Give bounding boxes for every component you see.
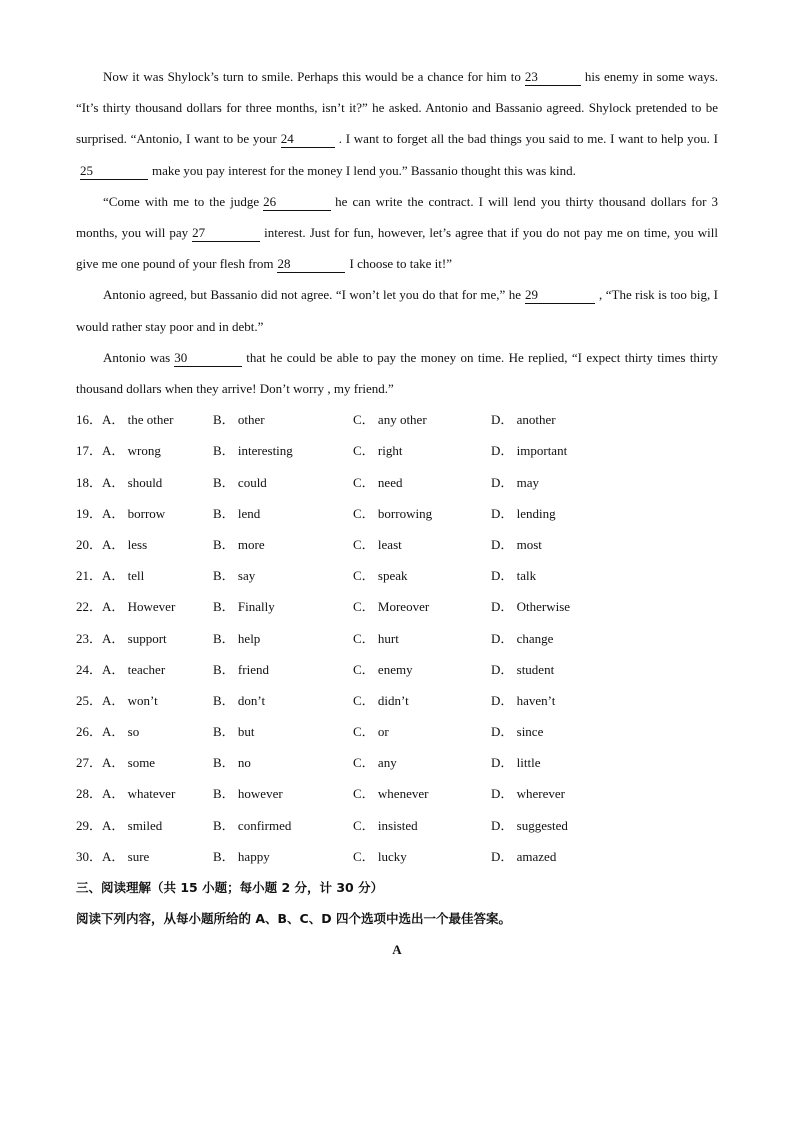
option-b[interactable]: B． Finally	[213, 599, 275, 615]
question-number: 18．	[76, 474, 103, 490]
question-number: 22．	[76, 599, 103, 615]
option-b[interactable]: B． friend	[213, 661, 269, 677]
passage-text: his enemy in some ways. “It’s thirty thousand dollars for three months, isn’t it?” he asked. Antonio and Bassanio agreed. Shylock pretended to be surprised. “Antonio, I want to be your	[76, 69, 719, 147]
option-a[interactable]: A． so	[102, 724, 140, 740]
option-b[interactable]: B． but	[213, 724, 255, 740]
option-c[interactable]: C． right	[353, 443, 403, 459]
option-b[interactable]: B． confirmed	[213, 817, 292, 833]
passage-paragraph-3	[76, 279, 718, 341]
question-number: 19．	[76, 505, 103, 521]
option-a[interactable]: A． support	[102, 630, 167, 646]
option-a[interactable]: A． won’t	[102, 692, 158, 708]
blank-26: 26	[263, 194, 331, 211]
option-d[interactable]: D． talk	[491, 568, 537, 584]
option-b[interactable]: B． lend	[213, 505, 261, 521]
passage-text: Antonio was	[103, 349, 171, 365]
passage-text: . I want to forget all the bad things you said to me. I want to help you. I	[338, 131, 718, 147]
question-number: 26．	[76, 724, 103, 740]
question-row	[76, 560, 718, 591]
option-c[interactable]: C． any	[353, 755, 397, 771]
passage-text: , “The risk is too big, I would rather stay poor and in debt.”	[76, 287, 718, 334]
question-row	[76, 685, 718, 716]
option-c[interactable]: C． enemy	[353, 661, 413, 677]
question-number: 28．	[76, 786, 103, 802]
option-d[interactable]: D． little	[491, 755, 541, 771]
option-c[interactable]: C． borrowing	[353, 505, 433, 521]
question-row	[76, 435, 718, 466]
option-d[interactable]: D． most	[491, 536, 542, 552]
question-row	[76, 498, 718, 529]
option-b[interactable]: B． interesting	[213, 443, 293, 459]
question-number: 24．	[76, 661, 103, 677]
option-d[interactable]: D． important	[491, 443, 568, 459]
blank-25: 25	[80, 163, 148, 180]
blank-28: 28	[277, 256, 345, 273]
passage-text: interest. Just for fun, however, let’s agree that if you do not pay me on time, you will give me one pound of your flesh from	[76, 225, 718, 272]
option-a[interactable]: A． some	[102, 755, 156, 771]
blank-29: 29	[525, 287, 595, 304]
option-b[interactable]: B． don’t	[213, 692, 266, 708]
passage-text: “Come with me to the judge	[103, 193, 260, 209]
question-number: 30．	[76, 848, 103, 864]
option-b[interactable]: B． other	[213, 412, 265, 428]
question-options-list	[76, 404, 718, 872]
question-row	[76, 747, 718, 778]
exam-page	[76, 61, 718, 966]
option-c[interactable]: C． least	[353, 536, 402, 552]
passage-text: make you pay interest for the money I lend you.” Bassanio thought this was kind.	[152, 162, 576, 178]
question-number: 16．	[76, 412, 103, 428]
option-a[interactable]: A． borrow	[102, 505, 166, 521]
option-d[interactable]: D． another	[491, 412, 556, 428]
question-row	[76, 810, 718, 841]
option-c[interactable]: C． whenever	[353, 786, 429, 802]
option-d[interactable]: D． suggested	[491, 817, 568, 833]
option-d[interactable]: D． amazed	[491, 848, 557, 864]
option-d[interactable]: D． lending	[491, 505, 556, 521]
question-row	[76, 529, 718, 560]
question-row	[76, 404, 718, 435]
question-row	[76, 591, 718, 622]
question-number: 21．	[76, 568, 103, 584]
question-row	[76, 841, 718, 872]
question-row	[76, 623, 718, 654]
option-c[interactable]: C． or	[353, 724, 389, 740]
option-d[interactable]: D． haven’t	[491, 692, 556, 708]
option-b[interactable]: B． say	[213, 568, 256, 584]
question-number: 29．	[76, 817, 103, 833]
option-b[interactable]: B． more	[213, 536, 265, 552]
option-a[interactable]: A． tell	[102, 568, 145, 584]
passage-paragraph-4	[76, 342, 718, 404]
question-row	[76, 716, 718, 747]
question-row	[76, 778, 718, 809]
section-heading: 三、阅读理解（共 15 小题；每小题 2 分，计 30 分）	[76, 880, 384, 896]
option-a[interactable]: A． However	[102, 599, 176, 615]
option-a[interactable]: A． teacher	[102, 661, 166, 677]
passage-text: I choose to take it!”	[349, 256, 452, 272]
blank-24: 24	[281, 131, 335, 148]
option-a[interactable]: A． should	[102, 474, 163, 490]
option-b[interactable]: B． could	[213, 474, 267, 490]
option-c[interactable]: C． Moreover	[353, 599, 430, 615]
question-row	[76, 467, 718, 498]
option-a[interactable]: A． sure	[102, 848, 150, 864]
option-c[interactable]: C． need	[353, 474, 403, 490]
question-row	[76, 654, 718, 685]
option-a[interactable]: A． the other	[102, 412, 174, 428]
question-number: 20．	[76, 536, 103, 552]
option-a[interactable]: A． whatever	[102, 786, 176, 802]
passage-text: Antonio agreed, but Bassanio did not agree. “I won’t let you do that for me,” he	[103, 287, 522, 303]
blank-23: 23	[525, 69, 581, 86]
passage-text: he can write the contract. I will lend you thirty thousand dollars for 3 months, you will pay	[76, 193, 718, 241]
option-d[interactable]: D． student	[491, 661, 555, 677]
blank-27: 27	[192, 225, 260, 242]
question-number: 27．	[76, 755, 103, 771]
option-c[interactable]: C． speak	[353, 568, 408, 584]
passage-part-title: A	[392, 942, 402, 958]
question-number: 25．	[76, 692, 103, 708]
question-number: 23．	[76, 630, 103, 646]
option-a[interactable]: A． less	[102, 536, 148, 552]
option-d[interactable]: D． may	[491, 474, 540, 490]
option-c[interactable]: C． insisted	[353, 817, 418, 833]
option-a[interactable]: A． smiled	[102, 817, 163, 833]
blank-30: 30	[174, 350, 242, 367]
question-number: 17．	[76, 443, 103, 459]
option-d[interactable]: D． since	[491, 724, 544, 740]
option-a[interactable]: A． wrong	[102, 443, 161, 459]
option-d[interactable]: D． wherever	[491, 786, 565, 802]
option-b[interactable]: B． happy	[213, 848, 270, 864]
section-instruction: 阅读下列内容，从每小题所给的 A、B、C、D 四个选项中选出一个最佳答案。	[76, 911, 511, 927]
passage-paragraph-2	[76, 186, 718, 280]
option-b[interactable]: B． help	[213, 630, 261, 646]
option-c[interactable]: C． hurt	[353, 630, 399, 646]
option-c[interactable]: C． any other	[353, 412, 427, 428]
option-b[interactable]: B． however	[213, 786, 283, 802]
option-c[interactable]: C． lucky	[353, 848, 407, 864]
option-b[interactable]: B． no	[213, 755, 251, 771]
passage-text: Now it was Shylock’s turn to smile. Perhaps this would be a chance for him to	[103, 69, 521, 84]
passage-paragraph-1	[76, 61, 718, 186]
passage-text: that he could be able to pay the money on time. He replied, “I expect thirty times thirty thousand dollars when they arrive! Don’t worry , my friend.”	[76, 349, 718, 397]
option-d[interactable]: D． Otherwise	[491, 599, 571, 615]
option-d[interactable]: D． change	[491, 630, 554, 646]
option-c[interactable]: C． didn’t	[353, 692, 409, 708]
